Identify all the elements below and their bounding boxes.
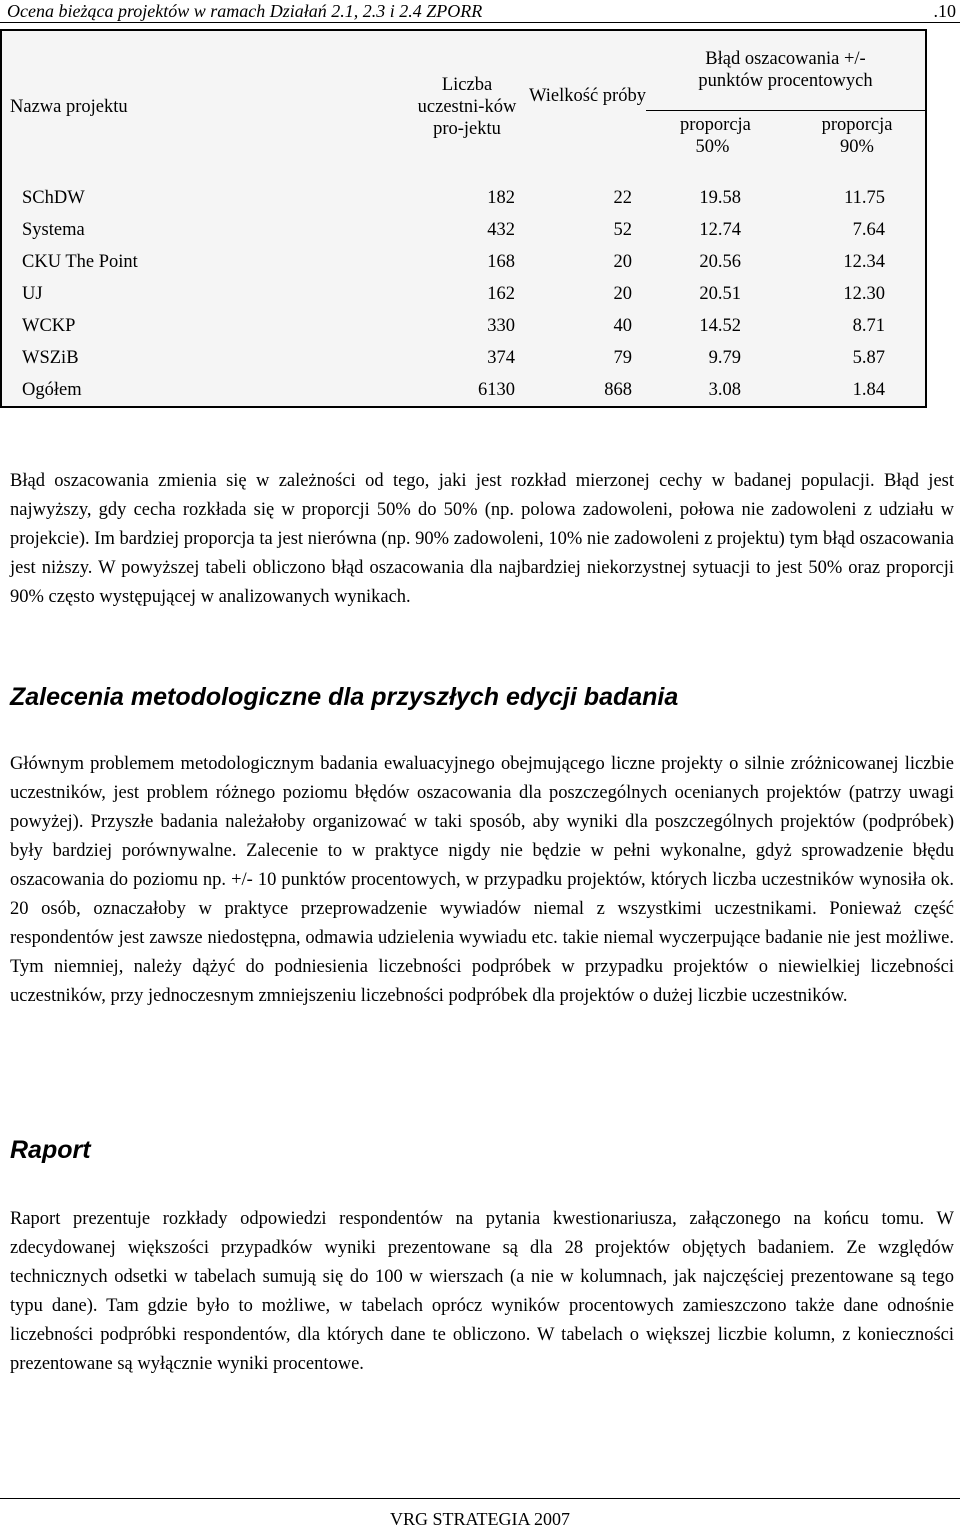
error-table — [0, 29, 927, 408]
table-row — [1, 342, 926, 374]
cell-p50: 12.74 — [646, 214, 779, 246]
cell-p50: 20.56 — [646, 246, 779, 278]
cell-p90: 12.30 — [779, 278, 926, 310]
col-header-prop90: proporcja 90% — [779, 110, 926, 182]
cell-project: Ogółem — [1, 374, 405, 407]
col-header-sample-size: Wielkość próby — [529, 30, 646, 182]
cell-project: UJ — [1, 278, 405, 310]
cell-participants: 168 — [405, 246, 529, 278]
cell-project: CKU The Point — [1, 246, 405, 278]
paragraph-report: Raport prezentuje rozkłady odpowiedzi respondentów na pytania kwestionariusza, załączonego na końcu tomu. W zdecydowanej większości przypadków wyniki prezentowane są dla 28 projektów objętych badaniem. Ze względów technicznych odsetki w tabelach sumują się do 100 w wierszach (a nie w kolumnach, jak najczęściej prezentowane są tego typu dane). Tam gdzie było to możliwe, w tabelach oprócz wyników procentowych zamieszczono także dane odnośnie liczebności podpróbki respondentów, dla których dane te obliczono. W tabelach o większej liczbie kolumn, z konieczności prezentowane są wyłącznie wyniki procentowe. — [10, 1209, 954, 1374]
cell-p50: 3.08 — [646, 374, 779, 407]
cell-p90: 5.87 — [779, 342, 926, 374]
section-heading-report: Raport — [10, 1136, 91, 1164]
cell-sample: 868 — [529, 374, 646, 407]
cell-sample: 79 — [529, 342, 646, 374]
cell-participants: 6130 — [405, 374, 529, 407]
table-row — [1, 182, 926, 214]
cell-participants: 330 — [405, 310, 529, 342]
paragraph-error-explanation: Błąd oszacowania zmienia się w zależności od tego, jaki jest rozkład mierzonej cechy w badanej populacji. Błąd jest najwyższy, gdy cecha rozkłada się w proporcji 50% do 50% (np. polowa zadowoleni, połowa nie zadowoleni z udziału w projekcie). Im bardziej proporcja ta jest nierówna (np. 90% zadowoleni, 10% nie zadowoleni z projektu) tym błąd oszacowania jest niższy. W powyższej tabeli obliczono błąd oszacowania dla najbardziej niekorzystnej sytuacji to jest 50% oraz proporcji 90% często występującej w analizowanych wynikach. — [10, 471, 954, 607]
cell-participants: 162 — [405, 278, 529, 310]
header-title: Ocena bieżąca projektów w ramach Działań 2.1, 2.3 i 2.4 ZPORR — [7, 1, 483, 21]
col-header-participants: Liczba uczestni-ków pro-jektu — [405, 30, 529, 182]
section-heading-recommendations: Zalecenia metodologiczne dla przyszłych edycji badania — [10, 683, 679, 711]
cell-project: WSZiB — [1, 342, 405, 374]
cell-p90: 12.34 — [779, 246, 926, 278]
cell-p90: 1.84 — [779, 374, 926, 407]
cell-participants: 432 — [405, 214, 529, 246]
col-header-prop50: proporcja 50% — [646, 110, 779, 182]
table-header-row — [1, 30, 926, 110]
cell-participants: 182 — [405, 182, 529, 214]
cell-p90: 8.71 — [779, 310, 926, 342]
cell-sample: 20 — [529, 246, 646, 278]
page-footer: VRG STRATEGIA 2007 — [0, 1498, 960, 1529]
table-row — [1, 246, 926, 278]
cell-p90: 7.64 — [779, 214, 926, 246]
table-row — [1, 310, 926, 342]
cell-sample: 22 — [529, 182, 646, 214]
cell-project: WCKP — [1, 310, 405, 342]
cell-project: Systema — [1, 214, 405, 246]
cell-p90: 11.75 — [779, 182, 926, 214]
cell-p50: 19.58 — [646, 182, 779, 214]
cell-project: SChDW — [1, 182, 405, 214]
table-row — [1, 278, 926, 310]
cell-p50: 14.52 — [646, 310, 779, 342]
table-row — [1, 214, 926, 246]
page-number: .10 — [933, 1, 956, 21]
cell-p50: 20.51 — [646, 278, 779, 310]
cell-sample: 20 — [529, 278, 646, 310]
table-row-total — [1, 374, 926, 407]
cell-sample: 52 — [529, 214, 646, 246]
cell-p50: 9.79 — [646, 342, 779, 374]
cell-sample: 40 — [529, 310, 646, 342]
col-header-error-group: Błąd oszacowania +/- punktów procentowych — [646, 30, 926, 110]
col-header-project-name: Nazwa projektu — [1, 30, 405, 182]
cell-participants: 374 — [405, 342, 529, 374]
page-header — [0, 0, 960, 23]
paragraph-recommendations: Głównym problemem metodologicznym badania ewaluacyjnego obejmującego liczne projekty o silnie zróżnicowanej liczbie uczestników, jest problem różnego poziomu błędów oszacowania dla poszczególnych ocenianych projektów (patrzy uwagi powyżej). Przyszłe badania należałoby organizować w taki sposób, aby wyniki dla poszczególnych projektów (podpróbek) były bardziej porównywalne. Zalecenie to w praktyce nigdy nie będzie w pełni wykonalne, gdyż sprowadzenie błędu oszacowania do poziomu np. +/- 10 punktów procentowych, w przypadku projektów, których liczba uczestników wynosiła ok. 20 osób, oznaczałoby w praktyce przeprowadzenie wywiadów niemal z wszystkimi uczestnikami. Ponieważ część respondentów jest zawsze niedostępna, odmawia udzielenia wywiadu etc. takie niemal wyczerpujące badanie nie jest możliwe. Tym niemniej, należy dążyć do podniesienia liczebności podpróbek w przypadku projektów o niewielkiej liczebności uczestników, przy jednoczesnym zmniejszeniu liczebności podpróbek dla projektów o dużej liczbie uczestników. — [10, 754, 954, 1006]
